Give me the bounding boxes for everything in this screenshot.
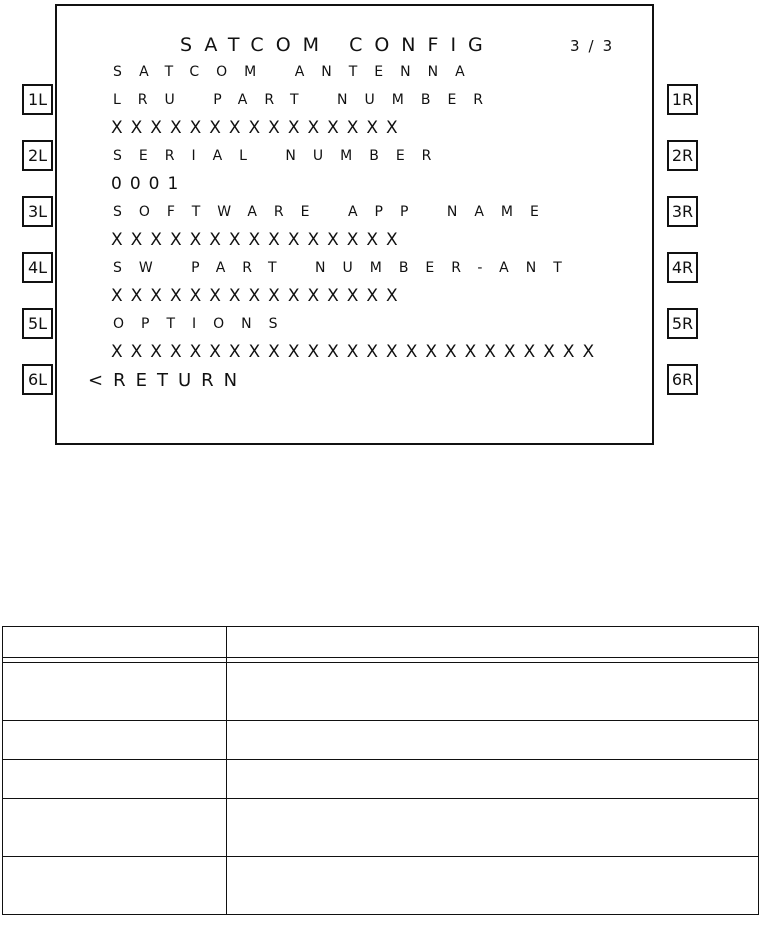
- table-row: [3, 857, 759, 915]
- software-app-name-label: SOFTWARE APP NAME: [113, 204, 556, 220]
- lsk-3l-button[interactable]: 3L: [22, 196, 53, 227]
- lsk-2r-button[interactable]: 2R: [667, 140, 698, 171]
- serial-number-label: SERIAL NUMBER: [113, 148, 449, 164]
- lsk-3r-button[interactable]: 3R: [667, 196, 698, 227]
- lsk-1r-button[interactable]: 1R: [667, 84, 698, 115]
- page-number: 3/3: [570, 37, 622, 55]
- table-cell: [227, 760, 759, 799]
- sw-part-number-ant-value: XXXXXXXXXXXXXXX: [111, 286, 406, 306]
- table-cell: [3, 760, 227, 799]
- table-cell: [3, 857, 227, 915]
- table-cell: [227, 663, 759, 721]
- table-header-cell: [3, 627, 227, 658]
- table-row: [3, 760, 759, 799]
- options-label: OPTIONS: [113, 316, 295, 332]
- sw-part-number-ant-label: SW PART NUMBER-ANT: [113, 260, 579, 276]
- table-row: [3, 799, 759, 857]
- lsk-6r-button[interactable]: 6R: [667, 364, 698, 395]
- reference-table: [2, 626, 759, 915]
- lsk-2l-button[interactable]: 2L: [22, 140, 53, 171]
- table-cell: [3, 663, 227, 721]
- table-row: [3, 721, 759, 760]
- options-value: XXXXXXXXXXXXXXXXXXXXXXXXX: [111, 342, 603, 362]
- table-cell: [3, 799, 227, 857]
- lsk-5r-button[interactable]: 5R: [667, 308, 698, 339]
- lru-part-number-label: LRU PART NUMBER: [113, 92, 501, 108]
- lsk-4l-button[interactable]: 4L: [22, 252, 53, 283]
- table-header-row: [3, 627, 759, 658]
- return-prompt[interactable]: <RETURN: [88, 370, 248, 391]
- lsk-6l-button[interactable]: 6L: [22, 364, 53, 395]
- software-app-name-value: XXXXXXXXXXXXXXX: [111, 230, 406, 250]
- lsk-1l-button[interactable]: 1L: [22, 84, 53, 115]
- table-cell: [227, 857, 759, 915]
- table-cell: [3, 721, 227, 760]
- serial-number-value: 0001: [111, 174, 187, 194]
- satcom-antenna-label: SATCOM ANTENNA: [113, 64, 482, 80]
- table-row: [3, 663, 759, 721]
- table-cell: [227, 721, 759, 760]
- table-header-cell: [227, 627, 759, 658]
- lru-part-number-value: XXXXXXXXXXXXXXX: [111, 118, 406, 138]
- lsk-4r-button[interactable]: 4R: [667, 252, 698, 283]
- table-cell: [227, 799, 759, 857]
- lsk-5l-button[interactable]: 5L: [22, 308, 53, 339]
- page-title: SATCOM CONFIG: [180, 34, 495, 56]
